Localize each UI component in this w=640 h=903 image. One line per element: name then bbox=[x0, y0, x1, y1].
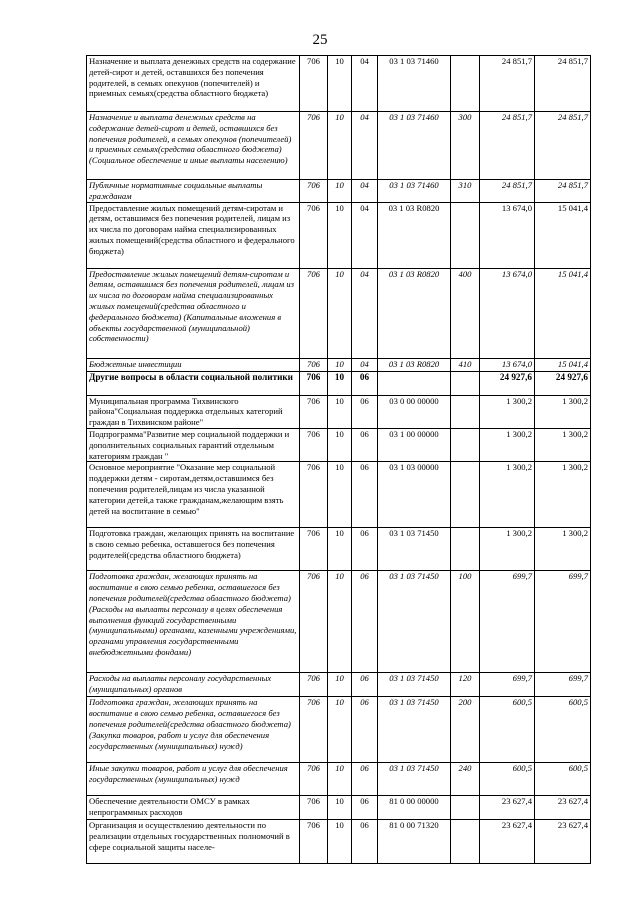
row-sum2: 24 927,6 bbox=[535, 371, 591, 395]
row-name: Обеспечение деятельности ОМСУ в рамках непрограммных расходов bbox=[87, 796, 300, 820]
table-row bbox=[87, 202, 591, 268]
row-pr: 04 bbox=[352, 358, 378, 371]
row-vr bbox=[451, 428, 480, 461]
row-name: Подготовка граждан, желающих принять на воспитание в свою семью ребенка, оставшегося без попечения родителей(средства областного бюджета) (Закупка товаров, работ и услуг для обеспечения государственных (муниципальных) нужд) bbox=[87, 697, 300, 763]
row-csr: 03 1 03 00000 bbox=[378, 462, 451, 528]
row-rz: 10 bbox=[328, 571, 352, 673]
row-csr: 03 1 03 71450 bbox=[378, 673, 451, 697]
row-csr: 03 1 03 R0820 bbox=[378, 358, 451, 371]
row-ved: 706 bbox=[300, 428, 328, 461]
row-ved: 706 bbox=[300, 571, 328, 673]
row-sum1: 600,5 bbox=[480, 697, 535, 763]
row-ved: 706 bbox=[300, 673, 328, 697]
row-name: Подготовка граждан, желающих принять на воспитание в свою семью ребенка, оставшегося без попечения родителей(средства областного бюджета) (Расходы на выплаты персоналу в целях обеспечения выполнения функций государственными (муниципальными) органами, казенными учреждениями, органами управления государственными внебюджетными фондами) bbox=[87, 571, 300, 673]
row-vr: 240 bbox=[451, 763, 480, 796]
row-ved: 706 bbox=[300, 202, 328, 268]
row-rz: 10 bbox=[328, 180, 352, 203]
row-vr bbox=[451, 462, 480, 528]
row-rz: 10 bbox=[328, 820, 352, 864]
row-vr bbox=[451, 796, 480, 820]
row-pr: 04 bbox=[352, 180, 378, 203]
table-row bbox=[87, 571, 591, 673]
row-rz: 10 bbox=[328, 462, 352, 528]
budget-table bbox=[86, 55, 591, 864]
table-row bbox=[87, 371, 591, 395]
row-sum1: 699,7 bbox=[480, 571, 535, 673]
row-ved: 706 bbox=[300, 395, 328, 428]
row-rz: 10 bbox=[328, 763, 352, 796]
row-ved: 706 bbox=[300, 763, 328, 796]
table-row bbox=[87, 358, 591, 371]
row-vr bbox=[451, 371, 480, 395]
row-pr: 04 bbox=[352, 202, 378, 268]
row-csr: 03 1 03 71460 bbox=[378, 180, 451, 203]
row-sum1: 13 674,0 bbox=[480, 268, 535, 358]
row-sum1: 23 627,4 bbox=[480, 820, 535, 864]
row-ved: 706 bbox=[300, 56, 328, 112]
row-vr: 400 bbox=[451, 268, 480, 358]
table-row bbox=[87, 796, 591, 820]
row-sum2: 1 300,2 bbox=[535, 528, 591, 571]
table-row bbox=[87, 395, 591, 428]
table-row bbox=[87, 462, 591, 528]
row-sum2: 24 851,7 bbox=[535, 56, 591, 112]
page-number: 25 bbox=[312, 32, 328, 48]
row-sum1: 24 851,7 bbox=[480, 56, 535, 112]
row-vr bbox=[451, 820, 480, 864]
row-pr: 04 bbox=[352, 268, 378, 358]
row-name: Другие вопросы в области социальной политики bbox=[87, 371, 300, 395]
table-row bbox=[87, 180, 591, 203]
row-vr: 300 bbox=[451, 112, 480, 180]
row-ved: 706 bbox=[300, 268, 328, 358]
row-name: Подпрограмма"Развитие мер социальной поддержки и дополнительных социальных гарантий отдельным категориям граждан " bbox=[87, 428, 300, 461]
row-rz: 10 bbox=[328, 371, 352, 395]
row-csr: 03 1 00 00000 bbox=[378, 428, 451, 461]
table-row bbox=[87, 697, 591, 763]
row-ved: 706 bbox=[300, 697, 328, 763]
row-pr: 04 bbox=[352, 56, 378, 112]
table-row bbox=[87, 112, 591, 180]
row-sum1: 1 300,2 bbox=[480, 528, 535, 571]
row-sum1: 23 627,4 bbox=[480, 796, 535, 820]
row-sum2: 600,5 bbox=[535, 697, 591, 763]
row-ved: 706 bbox=[300, 180, 328, 203]
table-row bbox=[87, 763, 591, 796]
row-vr bbox=[451, 528, 480, 571]
row-sum2: 600,5 bbox=[535, 763, 591, 796]
row-ved: 706 bbox=[300, 796, 328, 820]
row-rz: 10 bbox=[328, 428, 352, 461]
table-row bbox=[87, 268, 591, 358]
row-pr: 06 bbox=[352, 395, 378, 428]
row-csr: 81 0 00 00000 bbox=[378, 796, 451, 820]
row-sum2: 23 627,4 bbox=[535, 820, 591, 864]
table-row bbox=[87, 428, 591, 461]
row-csr bbox=[378, 371, 451, 395]
row-pr: 06 bbox=[352, 796, 378, 820]
table-row bbox=[87, 673, 591, 697]
row-pr: 06 bbox=[352, 428, 378, 461]
row-sum1: 13 674,0 bbox=[480, 202, 535, 268]
row-pr: 06 bbox=[352, 763, 378, 796]
row-rz: 10 bbox=[328, 395, 352, 428]
row-csr: 81 0 00 71320 bbox=[378, 820, 451, 864]
row-name: Основное мероприятие "Оказание мер социальной поддержки детям - сиротам,детям,оставшимся без попечения родителей,лицам из числа указанной категории детей,а также гражданам,желающим взять детей на воспитание в семью" bbox=[87, 462, 300, 528]
row-name: Иные закупки товаров, работ и услуг для обеспечения государственных (муниципальных) нужд bbox=[87, 763, 300, 796]
row-pr: 06 bbox=[352, 697, 378, 763]
row-sum1: 13 674,0 bbox=[480, 358, 535, 371]
row-sum1: 24 927,6 bbox=[480, 371, 535, 395]
row-rz: 10 bbox=[328, 358, 352, 371]
row-sum2: 24 851,7 bbox=[535, 180, 591, 203]
row-name: Муниципальная программа Тихвинского района"Социальная поддержка отдельных категорий граждан в Тихвинском районе" bbox=[87, 395, 300, 428]
row-name: Расходы на выплаты персоналу государственных (муниципальных) органов bbox=[87, 673, 300, 697]
row-sum1: 1 300,2 bbox=[480, 395, 535, 428]
row-name: Назначение и выплата денежных средств на содержание детей-сирот и детей, оставшихся без попечения родителей, в семьях опекунов (попечителей) и приемных семьях(средства областного бюджета) (Социальное обеспечение и иные выплаты населению) bbox=[87, 112, 300, 180]
row-sum2: 23 627,4 bbox=[535, 796, 591, 820]
row-ved: 706 bbox=[300, 820, 328, 864]
row-sum2: 699,7 bbox=[535, 571, 591, 673]
row-vr: 200 bbox=[451, 697, 480, 763]
row-name: Бюджетные инвестиции bbox=[87, 358, 300, 371]
row-sum1: 24 851,7 bbox=[480, 112, 535, 180]
row-csr: 03 1 03 71450 bbox=[378, 571, 451, 673]
row-vr bbox=[451, 202, 480, 268]
row-ved: 706 bbox=[300, 358, 328, 371]
row-rz: 10 bbox=[328, 796, 352, 820]
row-pr: 06 bbox=[352, 571, 378, 673]
row-pr: 04 bbox=[352, 112, 378, 180]
row-vr bbox=[451, 395, 480, 428]
row-name: Назначение и выплата денежных средств на содержание детей-сирот и детей, оставшихся без попечения родителей, в семьях опекунов (попечителей) и приемных семьях(средства областного бюджета) bbox=[87, 56, 300, 112]
row-sum2: 1 300,2 bbox=[535, 395, 591, 428]
row-csr: 03 1 03 71450 bbox=[378, 763, 451, 796]
row-ved: 706 bbox=[300, 112, 328, 180]
row-vr: 310 bbox=[451, 180, 480, 203]
row-csr: 03 1 03 71460 bbox=[378, 112, 451, 180]
row-csr: 03 1 03 71450 bbox=[378, 528, 451, 571]
row-sum1: 699,7 bbox=[480, 673, 535, 697]
row-sum2: 15 041,4 bbox=[535, 202, 591, 268]
row-pr: 06 bbox=[352, 462, 378, 528]
row-sum1: 1 300,2 bbox=[480, 462, 535, 528]
row-sum1: 24 851,7 bbox=[480, 180, 535, 203]
row-vr: 100 bbox=[451, 571, 480, 673]
row-sum2: 1 300,2 bbox=[535, 462, 591, 528]
row-vr bbox=[451, 56, 480, 112]
table-row bbox=[87, 56, 591, 112]
row-vr: 410 bbox=[451, 358, 480, 371]
row-csr: 03 1 03 71450 bbox=[378, 697, 451, 763]
row-ved: 706 bbox=[300, 462, 328, 528]
row-csr: 03 1 03 71460 bbox=[378, 56, 451, 112]
row-csr: 03 1 03 R0820 bbox=[378, 202, 451, 268]
table-row bbox=[87, 820, 591, 864]
row-rz: 10 bbox=[328, 202, 352, 268]
row-pr: 06 bbox=[352, 820, 378, 864]
row-name: Публичные нормативные социальные выплаты гражданам bbox=[87, 180, 300, 203]
row-name: Предоставление жилых помещений детям-сиротам и детям, оставшимся без попечения родителей, лицам из их числа по договорам найма специализированных жилых помещений(средства областного и федерального бюджета) (Капитальные вложения в объекты государственной (муниципальной) собственности) bbox=[87, 268, 300, 358]
row-pr: 06 bbox=[352, 528, 378, 571]
row-sum1: 1 300,2 bbox=[480, 428, 535, 461]
row-rz: 10 bbox=[328, 268, 352, 358]
row-csr: 03 1 03 R0820 bbox=[378, 268, 451, 358]
row-sum1: 600,5 bbox=[480, 763, 535, 796]
row-sum2: 1 300,2 bbox=[535, 428, 591, 461]
row-rz: 10 bbox=[328, 673, 352, 697]
row-csr: 03 0 00 00000 bbox=[378, 395, 451, 428]
row-name: Подготовка граждан, желающих принять на воспитание в свою семью ребенка, оставшегося без попечения родителей(средства областного бюджета) bbox=[87, 528, 300, 571]
row-rz: 10 bbox=[328, 112, 352, 180]
row-name: Предоставление жилых помещений детям-сиротам и детям, оставшимся без попечения родителей, лицам из их числа по договорам найма специализированных жилых помещений(средства областного и федерального бюджета) bbox=[87, 202, 300, 268]
row-sum2: 15 041,4 bbox=[535, 268, 591, 358]
row-rz: 10 bbox=[328, 56, 352, 112]
table-row bbox=[87, 528, 591, 571]
row-pr: 06 bbox=[352, 371, 378, 395]
row-rz: 10 bbox=[328, 528, 352, 571]
row-vr: 120 bbox=[451, 673, 480, 697]
row-name: Организация и осуществлению деятельности по реализации отдельных государственных полномочий в сфере социальной защиты населе- bbox=[87, 820, 300, 864]
row-sum2: 15 041,4 bbox=[535, 358, 591, 371]
row-pr: 06 bbox=[352, 673, 378, 697]
row-ved: 706 bbox=[300, 371, 328, 395]
row-rz: 10 bbox=[328, 697, 352, 763]
row-sum2: 699,7 bbox=[535, 673, 591, 697]
row-sum2: 24 851,7 bbox=[535, 112, 591, 180]
row-ved: 706 bbox=[300, 528, 328, 571]
